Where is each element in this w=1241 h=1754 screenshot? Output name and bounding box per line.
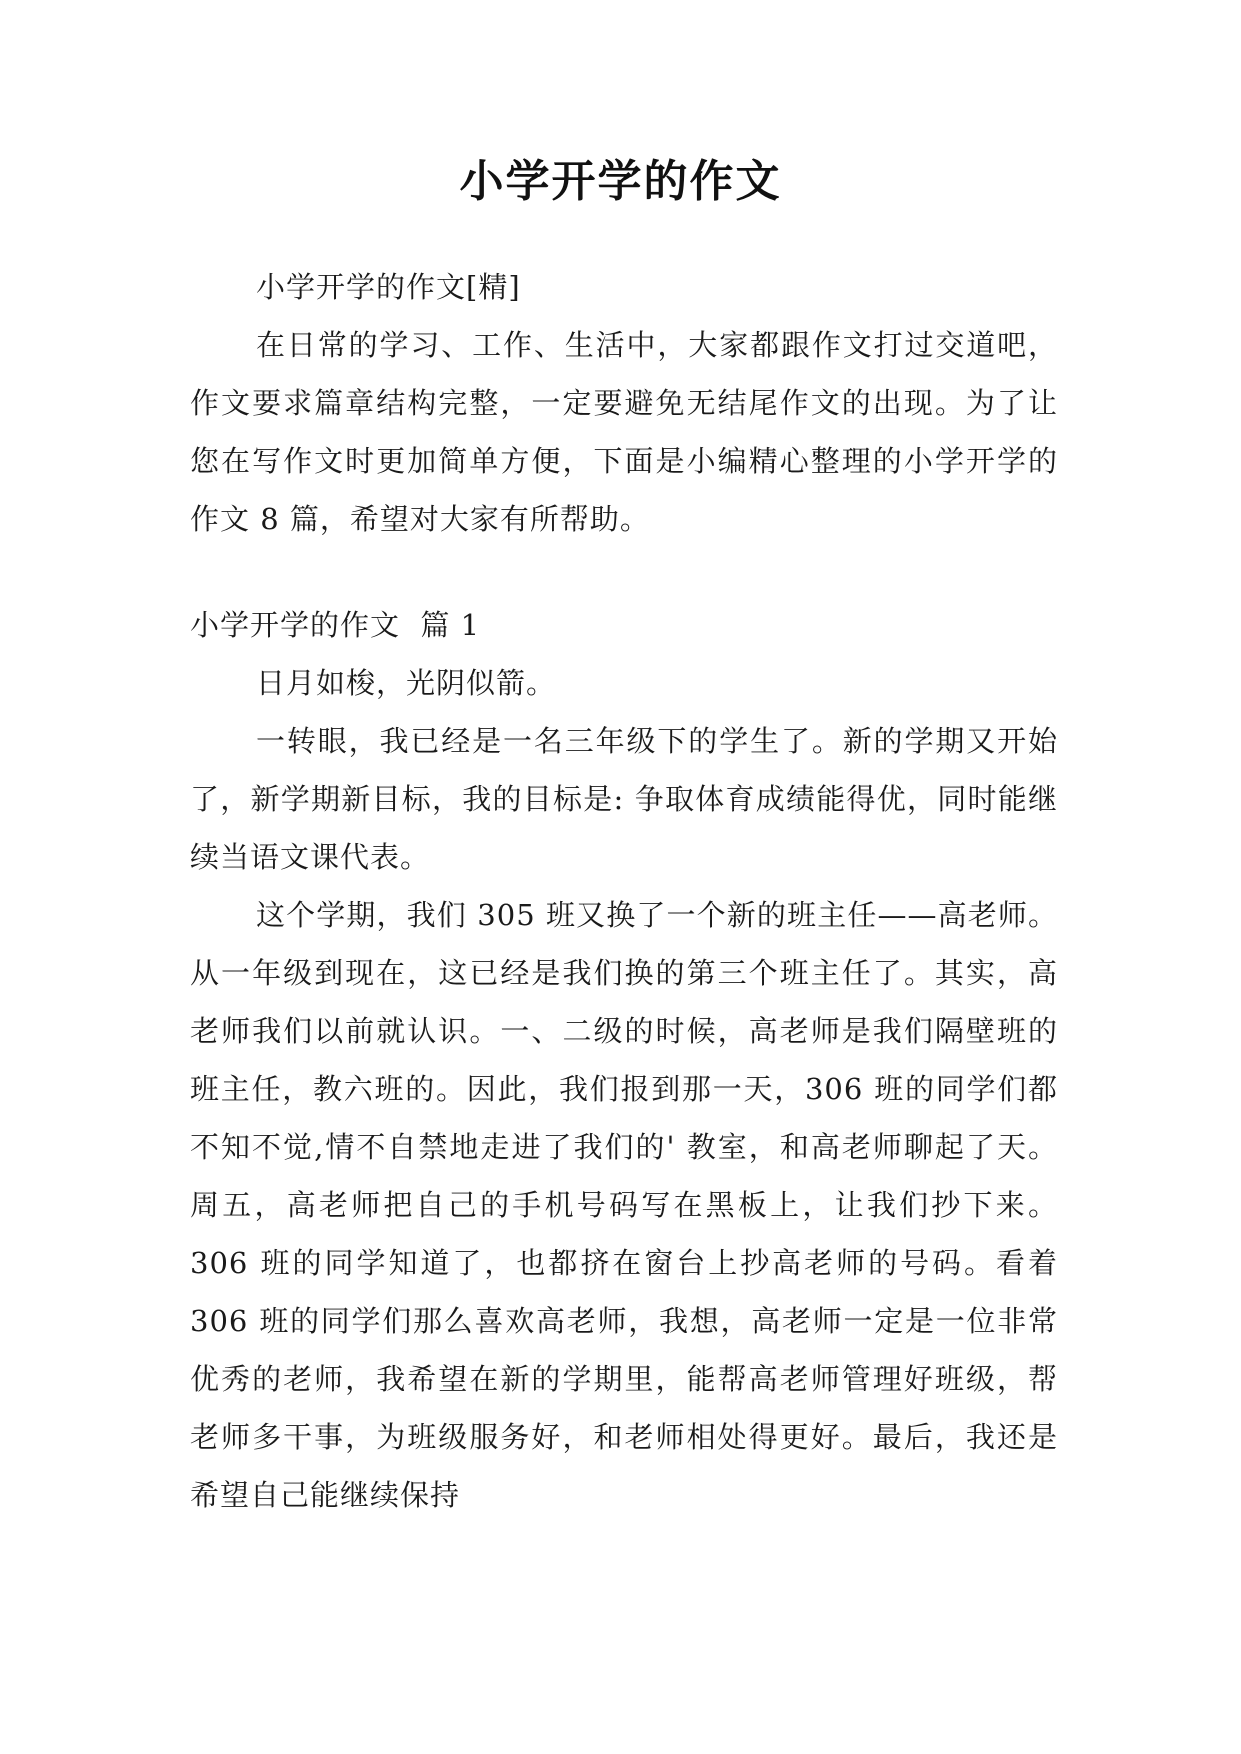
document-title: 小学开学的作文: [459, 156, 782, 207]
document-subtitle: 小学开学的作文[精]: [256, 270, 521, 304]
section-paragraph: 一转眼，我已经是一名三年级下的学生了。新的学期又开始了，新学期新目标，我的目标是: 争取体育成绩能得优，同时能继续当语文课代表。: [190, 724, 1058, 874]
section-heading: 小学开学的作文 篇 1: [190, 608, 481, 642]
section-paragraph: 日月如梭，光阴似箭。: [256, 666, 557, 700]
document-body: [190, 258, 1058, 1524]
section-paragraph: 这个学期，我们 305 班又换了一个新的班主任——高老师。从一年级到现在，这已经是我们换的第三个班主任了。其实，高老师我们以前就认识。一、二级的时候，高老师是我们隔壁班的班主任，教六班的。因此，我们报到那一天，306 班的同学们都不知不觉,情不自禁地走进了我们的' 教室，和高老师聊起了天。周五，高老师把自己的手机号码写在黑板上，让我们抄下来。306 班的同学知道了，也都挤在窗台上抄高老师的号码。看着 306 班的同学们那么喜欢高老师，我想，高老师一定是一位非常优秀的老师，我希望在新的学期里，能帮高老师管理好班级，帮老师多干事，为班级服务好，和老师相处得更好。最后，我还是希望自己能继续保持: [190, 898, 1058, 1512]
section-spacer: [190, 548, 1058, 596]
intro-paragraph: 在日常的学习、工作、生活中，大家都跟作文打过交道吧，作文要求篇章结构完整，一定要避免无结尾作文的出现。为了让您在写作文时更加简单方便，下面是小编精心整理的小学开学的作文 8 篇，希望对大家有所帮助。: [190, 328, 1058, 536]
